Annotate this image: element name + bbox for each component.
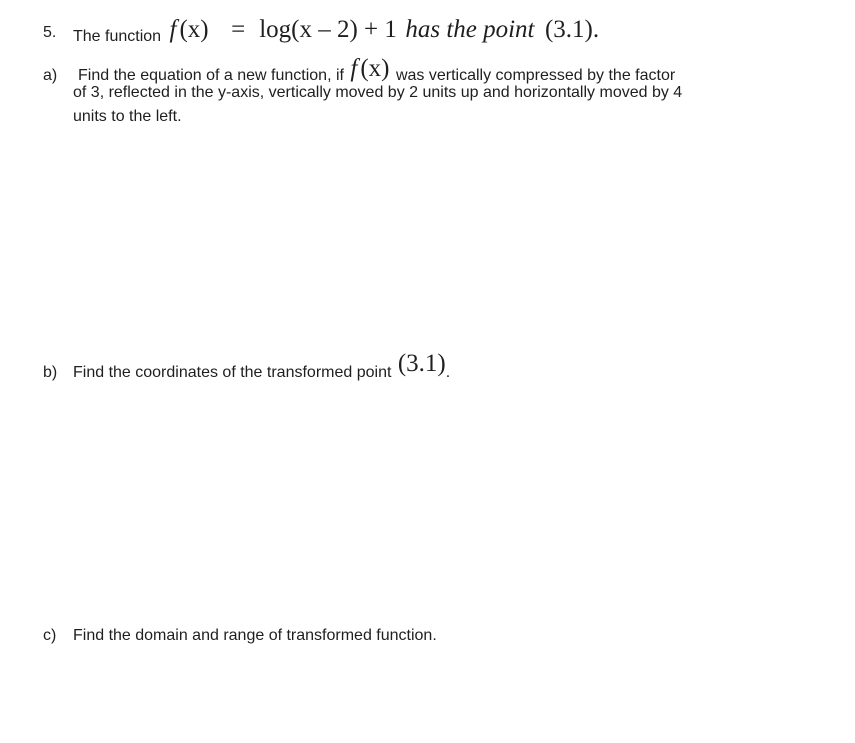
part-a-function-name: f xyxy=(350,55,358,82)
part-c xyxy=(43,628,437,644)
question-number: 5. xyxy=(43,24,57,41)
part-a-line-3: units to the left. xyxy=(73,108,182,125)
part-a-line-2: of 3, reflected in the y-axis, vertically moved by 2 units up and horizontally moved by 4 xyxy=(73,84,683,101)
part-a-label: a) xyxy=(43,67,58,84)
part-b xyxy=(43,351,450,381)
function-argument: (x) xyxy=(179,16,209,43)
part-b-point: (3.1) xyxy=(397,350,446,377)
part-b-text: Find the coordinates of the transformed point xyxy=(73,364,392,381)
part-c-text: Find the domain and range of transformed function. xyxy=(73,627,437,644)
equals-sign: = xyxy=(231,16,246,43)
part-c-label: c) xyxy=(43,627,57,644)
function-formula: log(x – 2) + 1 xyxy=(259,16,397,43)
question-header xyxy=(43,17,599,45)
function-name: f xyxy=(169,16,177,43)
question-intro: The function xyxy=(73,28,162,45)
part-a-text-before: Find the equation of a new function, if xyxy=(78,67,344,84)
given-point: (3.1). xyxy=(544,16,600,43)
part-b-label: b) xyxy=(43,364,58,381)
has-the-point-text: has the point xyxy=(405,16,535,43)
part-a-text-after: was vertically compressed by the factor xyxy=(395,67,676,84)
part-a-function-argument: (x) xyxy=(360,55,390,82)
part-a xyxy=(43,56,675,84)
part-b-trailing-period: . xyxy=(445,364,451,381)
